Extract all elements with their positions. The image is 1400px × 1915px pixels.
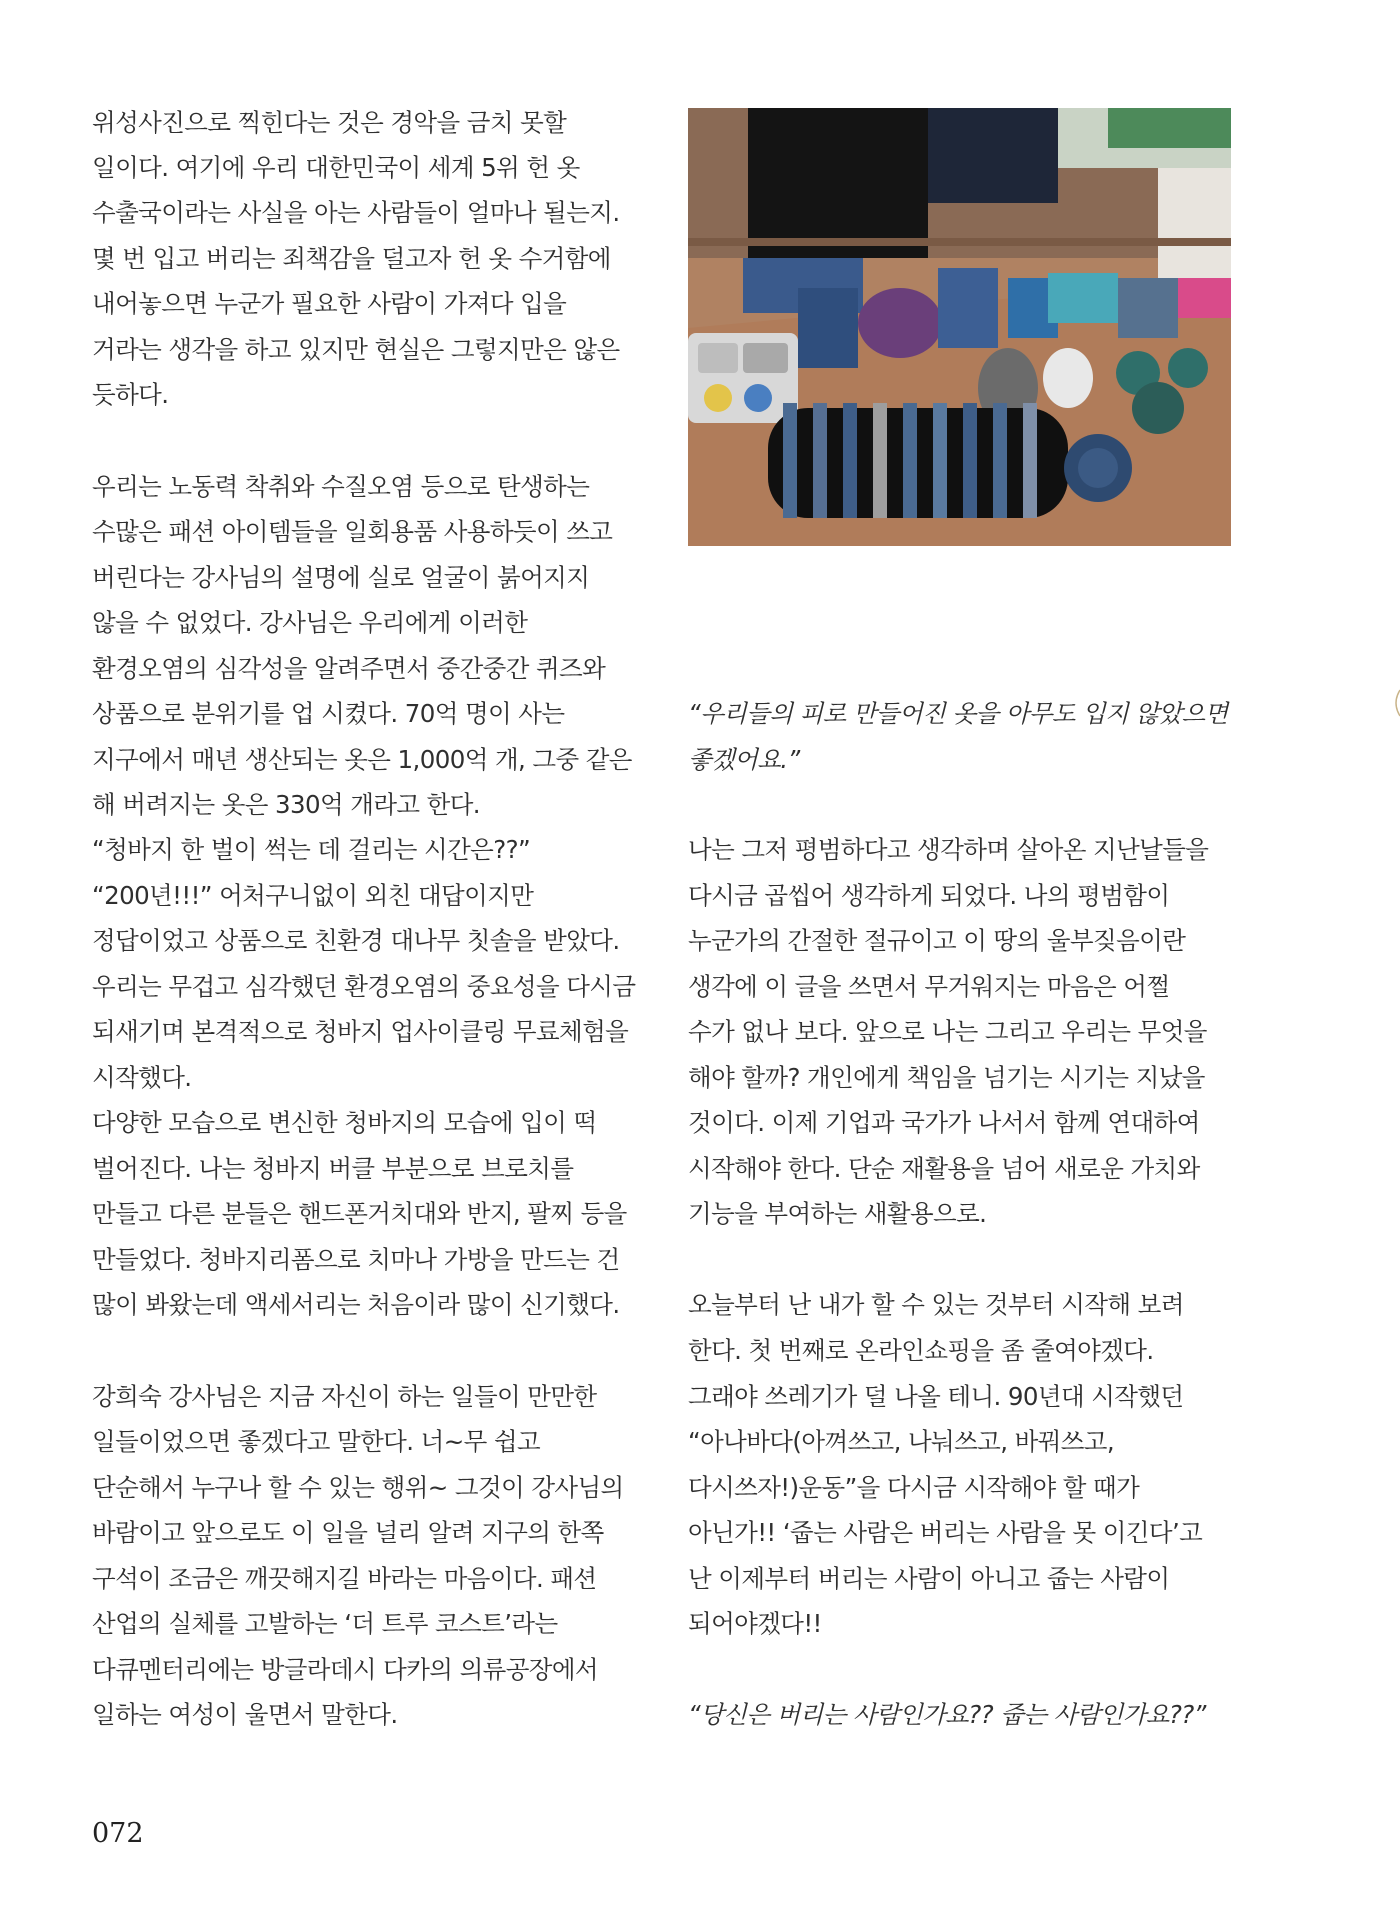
text-line: 시작해야 한다. 단순 재활용을 넘어 새로운 가치와 (688, 1154, 1200, 1183)
text-line: 환경오염의 심각성을 알려주면서 중간중간 퀴즈와 (92, 654, 606, 683)
text-line: 일하는 여성이 울면서 말한다. (92, 1700, 398, 1729)
quote-line: 좋겠어요.” (688, 745, 800, 774)
denim-accessories-photo (688, 108, 1231, 546)
text-line: 해야 할까? 개인에게 책임을 넘기는 시기는 지났을 (688, 1063, 1205, 1092)
text-line: 거라는 생각을 하고 있지만 현실은 그렇지만은 않은 (92, 335, 620, 364)
edge-decoration (1390, 688, 1400, 718)
text-line: 수가 없나 보다. 앞으로 나는 그리고 우리는 무엇을 (688, 1017, 1207, 1046)
text-line: 누군가의 간절한 절규이고 이 땅의 울부짖음이란 (688, 926, 1186, 955)
text-line: 아닌가!! ‘줍는 사람은 버리는 사람을 못 이긴다’고 (688, 1518, 1203, 1547)
text-line: 나는 그저 평범하다고 생각하며 살아온 지난날들을 (688, 835, 1209, 864)
text-line: 생각에 이 글을 쓰면서 무거워지는 마음은 어쩔 (688, 972, 1170, 1001)
text-line: “200년!!!” 어처구니없이 외친 대답이지만 (92, 881, 534, 910)
text-line: 되어야겠다!! (688, 1609, 822, 1638)
text-line: 시작했다. (92, 1063, 192, 1092)
text-line: 다양한 모습으로 변신한 청바지의 모습에 입이 떡 (92, 1108, 597, 1137)
text-line: 일들이었으면 좋겠다고 말한다. 너~무 쉽고 (92, 1427, 541, 1456)
text-line: 많이 봐왔는데 액세서리는 처음이라 많이 신기했다. (92, 1290, 620, 1319)
quote-line: “당신은 버리는 사람인가요?? 줍는 사람인가요??” (688, 1700, 1206, 1729)
text-line: 난 이제부터 버리는 사람이 아니고 줍는 사람이 (688, 1564, 1170, 1593)
text-line: 우리는 노동력 착취와 수질오염 등으로 탄생하는 (92, 472, 590, 501)
text-line: 지구에서 매년 생산되는 옷은 1,000억 개, 그중 같은 (92, 745, 632, 774)
text-line: 기능을 부여하는 새활용으로. (688, 1199, 987, 1228)
text-line: 구석이 조금은 깨끗해지길 바라는 마음이다. 패션 (92, 1564, 597, 1593)
text-line: 되새기며 본격적으로 청바지 업사이클링 무료체험을 (92, 1017, 629, 1046)
text-line: 우리는 무겁고 심각했던 환경오염의 중요성을 다시금 (92, 972, 636, 1001)
text-line: 한다. 첫 번째로 온라인쇼핑을 좀 줄여야겠다. (688, 1336, 1154, 1365)
photo-illustration (688, 108, 1231, 546)
text-line: 단순해서 누구나 할 수 있는 행위~ 그것이 강사님의 (92, 1473, 624, 1502)
text-line: “청바지 한 벌이 썩는 데 걸리는 시간은??” (92, 835, 531, 864)
text-line: 내어놓으면 누군가 필요한 사람이 가져다 입을 (92, 289, 567, 318)
quote-line: “우리들의 피로 만들어진 옷을 아무도 입지 않았으면 (688, 699, 1228, 728)
text-line: 강희숙 강사님은 지금 자신이 하는 일들이 만만한 (92, 1382, 597, 1411)
text-line: 정답이었고 상품으로 친환경 대나무 칫솔을 받았다. (92, 926, 620, 955)
page-number: 072 (92, 1818, 144, 1849)
text-line: 다시쓰자!)운동”을 다시금 시작해야 할 때가 (688, 1473, 1140, 1502)
text-line: 만들었다. 청바지리폼으로 치마나 가방을 만드는 건 (92, 1245, 620, 1274)
text-line: 산업의 실체를 고발하는 ‘더 트루 코스트’라는 (92, 1609, 558, 1638)
text-line: 몇 번 입고 버리는 죄책감을 덜고자 헌 옷 수거함에 (92, 244, 611, 273)
text-line: 듯하다. (92, 380, 169, 409)
text-line: 오늘부터 난 내가 할 수 있는 것부터 시작해 보려 (688, 1290, 1184, 1319)
text-line: 일이다. 여기에 우리 대한민국이 세계 5위 헌 옷 (92, 153, 580, 182)
text-line: 것이다. 이제 기업과 국가가 나서서 함께 연대하여 (688, 1108, 1200, 1137)
text-line: “아나바다(아껴쓰고, 나눠쓰고, 바꿔쓰고, (688, 1427, 1115, 1456)
text-line: 않을 수 없었다. 강사님은 우리에게 이러한 (92, 608, 528, 637)
text-line: 다큐멘터리에는 방글라데시 다카의 의류공장에서 (92, 1655, 598, 1684)
text-line: 그래야 쓰레기가 덜 나올 테니. 90년대 시작했던 (688, 1382, 1184, 1411)
text-line: 해 버려지는 옷은 330억 개라고 한다. (92, 790, 480, 819)
text-line: 벌어진다. 나는 청바지 버클 부분으로 브로치를 (92, 1154, 574, 1183)
text-line: 바람이고 앞으로도 이 일을 널리 알려 지구의 한쪽 (92, 1518, 604, 1547)
text-line: 다시금 곱씹어 생각하게 되었다. 나의 평범함이 (688, 881, 1170, 910)
text-line: 수출국이라는 사실을 아는 사람들이 얼마나 될는지. (92, 198, 620, 227)
text-line: 상품으로 분위기를 업 시켰다. 70억 명이 사는 (92, 699, 565, 728)
text-line: 위성사진으로 찍힌다는 것은 경악을 금치 못할 (92, 108, 567, 137)
text-line: 수많은 패션 아이템들을 일회용품 사용하듯이 쓰고 (92, 517, 613, 546)
text-line: 버린다는 강사님의 설명에 실로 얼굴이 붉어지지 (92, 563, 590, 592)
text-line: 만들고 다른 분들은 핸드폰거치대와 반지, 팔찌 등을 (92, 1199, 627, 1228)
